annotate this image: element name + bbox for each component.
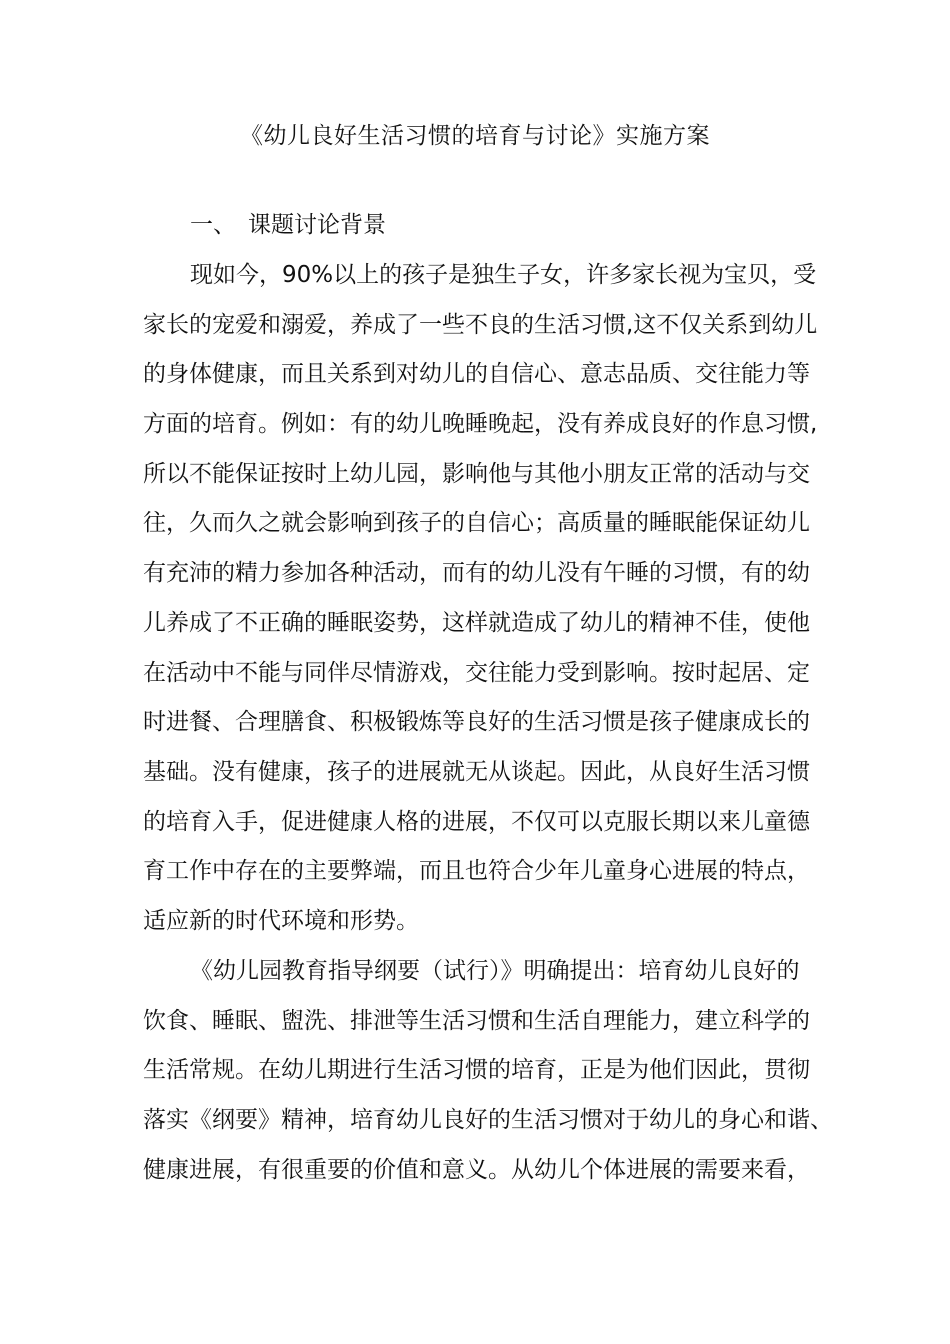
paragraph-line: 往，久而久之就会影响到孩子的自信心；高质量的睡眠能保证幼儿 [143, 510, 810, 537]
paragraph-line: 在活动中不能与同伴尽情游戏，交往能力受到影响。按时起居、定 [143, 659, 810, 686]
paragraph-line: 落实《纲要》精神，培育幼儿良好的生活习惯对于幼儿的身心和谐、 [143, 1107, 833, 1134]
paragraph-line: 基础。没有健康，孩子的进展就无从谈起。因此，从良好生活习惯 [143, 758, 810, 785]
document-title: 《幼儿良好生活习惯的培育与讨论》实施方案 [240, 123, 710, 149]
paragraph-line: 家长的宠爱和溺爱，养成了一些不良的生活习惯,这不仅关系到幼儿 [143, 311, 818, 338]
paragraph-line: 生活常规。在幼儿期进行生活习惯的培育，正是为他们因此，贯彻 [143, 1057, 810, 1084]
section-number: 一、 [190, 212, 236, 238]
section-title: 课题讨论背景 [248, 212, 386, 238]
paragraph-line: 育工作中存在的主要弊端，而且也符合少年儿童身心进展的特点， [143, 858, 810, 885]
paragraph-line: 有充沛的精力参加各种活动，而有的幼儿没有午睡的习惯，有的幼 [143, 560, 810, 587]
paragraph-line: 的培育入手，促进健康人格的进展，不仅可以克服长期以来儿童德 [143, 808, 810, 835]
paragraph-line: 适应新的时代环境和形势。 [143, 907, 419, 934]
paragraph-line: 饮食、睡眠、盥洗、排泄等生活习惯和生活自理能力，建立科学的 [143, 1007, 810, 1034]
section-heading [190, 207, 386, 243]
paragraph-background [143, 251, 818, 947]
paragraph-line: 的身体健康，而且关系到对幼儿的自信心、意志品质、交往能力等 [143, 361, 810, 388]
paragraph-line: 方面的培育。例如：有的幼儿晚睡晚起，没有养成良好的作息习惯, [143, 411, 818, 438]
paragraph-line: 所以不能保证按时上幼儿园，影响他与其他小朋友正常的活动与交 [143, 460, 810, 487]
paragraph-line: 时进餐、合理膳食、积极锻炼等良好的生活习惯是孩子健康成长的 [143, 709, 810, 736]
paragraph-guideline [143, 947, 833, 1195]
paragraph-line: 《幼儿园教育指导纲要（试行）》明确提出：培育幼儿良好的 [190, 958, 800, 984]
paragraph-line: 现如今，90%以上的孩子是独生子女，许多家长视为宝贝，受 [190, 262, 817, 288]
paragraph-line: 健康进展，有很重要的价值和意义。从幼儿个体进展的需要来看， [143, 1156, 810, 1183]
paragraph-line: 儿养成了不正确的睡眠姿势，这样就造成了幼儿的精神不佳，使他 [143, 609, 810, 636]
